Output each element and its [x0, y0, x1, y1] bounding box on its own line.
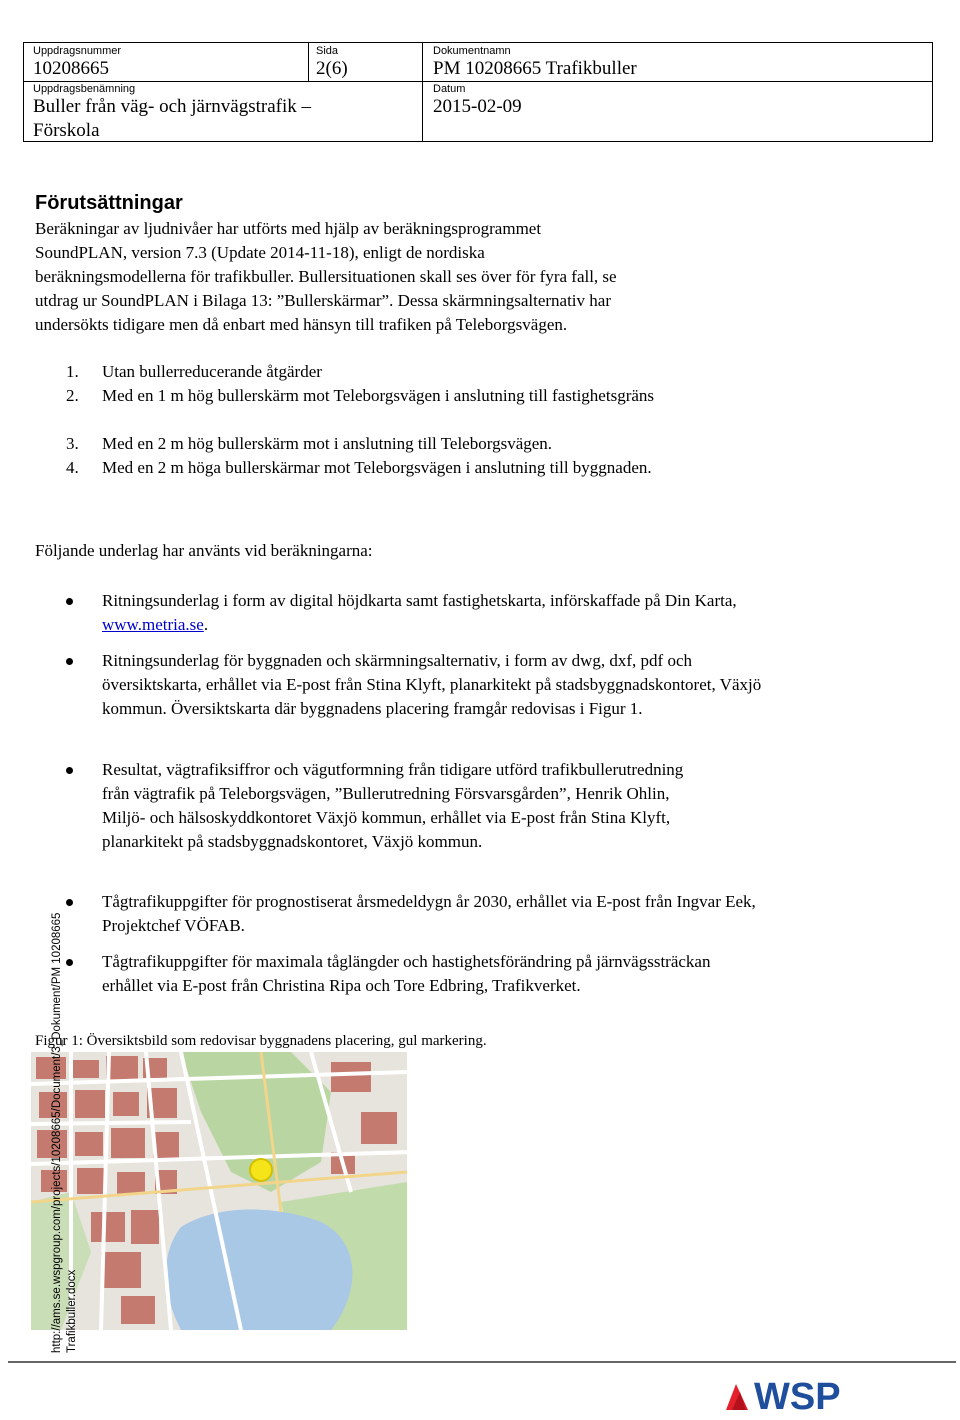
intro-line: undersökts tidigare men då enbart med hänsyn till trafiken på Teleborgsvägen.: [35, 315, 568, 334]
bullet-text: Resultat, vägtrafiksiffror och vägutformning från tidigare utförd trafikbullerutredning från vägtrafik på Teleborgsvägen, ”Bullerutredning Försvarsgården”, Henrik Ohlin, Miljö- och hälsoskyddkontoret Växjö kommun, erhållet via E-post från Stina Klyft, planarkitekt på stadsbyggnadskontoret, Växjö kommun.: [102, 760, 684, 851]
file-path-line1: http://ams.se.wspgroup.com/projects/10208665/Document/3_Dokument/PM 10208665: [51, 912, 63, 1353]
bullet-dot: [66, 598, 73, 605]
list-text: Med en 2 m höga bullerskärmar mot Teleborgsvägen i anslutning till byggnaden.: [102, 458, 652, 477]
metria-link[interactable]: www.metria.se: [102, 615, 204, 634]
list-number: 3.: [66, 434, 79, 453]
bullet-text: Ritningsunderlag för byggnaden och skärmningsalternativ, i form av dwg, dxf, pdf och översiktskarta, erhållet via E-post från Stina Klyft, planarkitekt på stadsbyggnadskontoret, Växjö kommun. Översiktskarta där byggnadens placering framgår redovisas i Figur 1.: [102, 651, 762, 718]
figure-caption: Figur 1: Översiktsbild som redovisar byggnadens placering, gul markering.: [35, 1033, 487, 1049]
uppdragsbenamning-line2: Förskola: [33, 120, 100, 141]
bullet-text-end: .: [203, 615, 209, 634]
intro-paragraph: [35, 217, 775, 337]
intro-line: beräkningsmodellerna för trafikbuller. Bullersituationen skall ses över för fyra fall, se: [35, 267, 617, 286]
bullet-text-part: Ritningsunderlag i form av digital höjdkarta samt fastighetskarta, införskaffade på Din Karta,: [102, 591, 737, 610]
bullet-dot: [66, 658, 73, 665]
bullet-text: Tågtrafikuppgifter för maximala tåglängder och hastighetsförändring på järnvägssträckan erhållet via E-post från Christina Ripa och Tore Edbring, Trafikverket.: [102, 952, 711, 995]
footer-divider: [8, 1361, 956, 1363]
bullet-text: Tågtrafikuppgifter för prognostiserat årsmedeldygn år 2030, erhållet via E-post från Ingvar Eek, Projektchef VÖFAB.: [102, 892, 756, 935]
document-name: PM 10208665 Trafikbuller: [433, 58, 637, 79]
uppdragsnummer-label: Uppdragsnummer: [33, 45, 122, 57]
uppdragsnummer: 10208665: [33, 58, 109, 79]
document-header: [23, 42, 933, 142]
file-path-line2: Trafikbuller.docx: [66, 1269, 78, 1353]
list-number: 2.: [66, 386, 79, 405]
list-text: Med en 1 m hög bullerskärm mot Teleborgsvägen i anslutning till fastighetsgräns: [102, 386, 655, 405]
underlag-intro: Följande underlag har använts vid beräkningarna:: [35, 541, 373, 560]
intro-line: Beräkningar av ljudnivåer har utförts med hjälp av beräkningsprogrammet: [35, 219, 542, 238]
list-number: 4.: [66, 458, 79, 477]
datum-label: Datum: [433, 83, 466, 95]
sida-label: Sida: [316, 45, 339, 57]
bullet-text: [102, 589, 766, 637]
list-text: Med en 2 m hög bullerskärm mot i anslutning till Teleborgsvägen.: [102, 434, 553, 453]
dokumentnamn-label: Dokumentnamn: [433, 45, 511, 57]
file-path-sidebar: [50, 903, 90, 1353]
document-date: 2015-02-09: [433, 96, 522, 117]
wsp-logo-mark: [724, 1378, 884, 1412]
list-number: 1.: [66, 362, 79, 381]
wsp-logo-text: WSP: [754, 1378, 841, 1412]
list-text: Utan bullerreducerande åtgärder: [102, 362, 322, 381]
building-marker: [250, 1159, 272, 1181]
intro-line: utdrag ur SoundPLAN i Bilaga 13: ”Bullerskärmar”. Dessa skärmningsalternativ har: [35, 291, 611, 310]
uppdragsbenamning-label: Uppdragsbenämning: [33, 83, 136, 95]
page-number: 2(6): [316, 58, 348, 79]
section-title: Förutsättningar: [35, 192, 183, 214]
wsp-logo: [724, 1378, 884, 1412]
uppdragsbenamning-line1: Buller från väg- och järnvägstrafik –: [33, 96, 312, 117]
intro-line: SoundPLAN, version 7.3 (Update 2014-11-18), enligt de nordiska: [35, 243, 485, 262]
bullet-dot: [66, 767, 73, 774]
